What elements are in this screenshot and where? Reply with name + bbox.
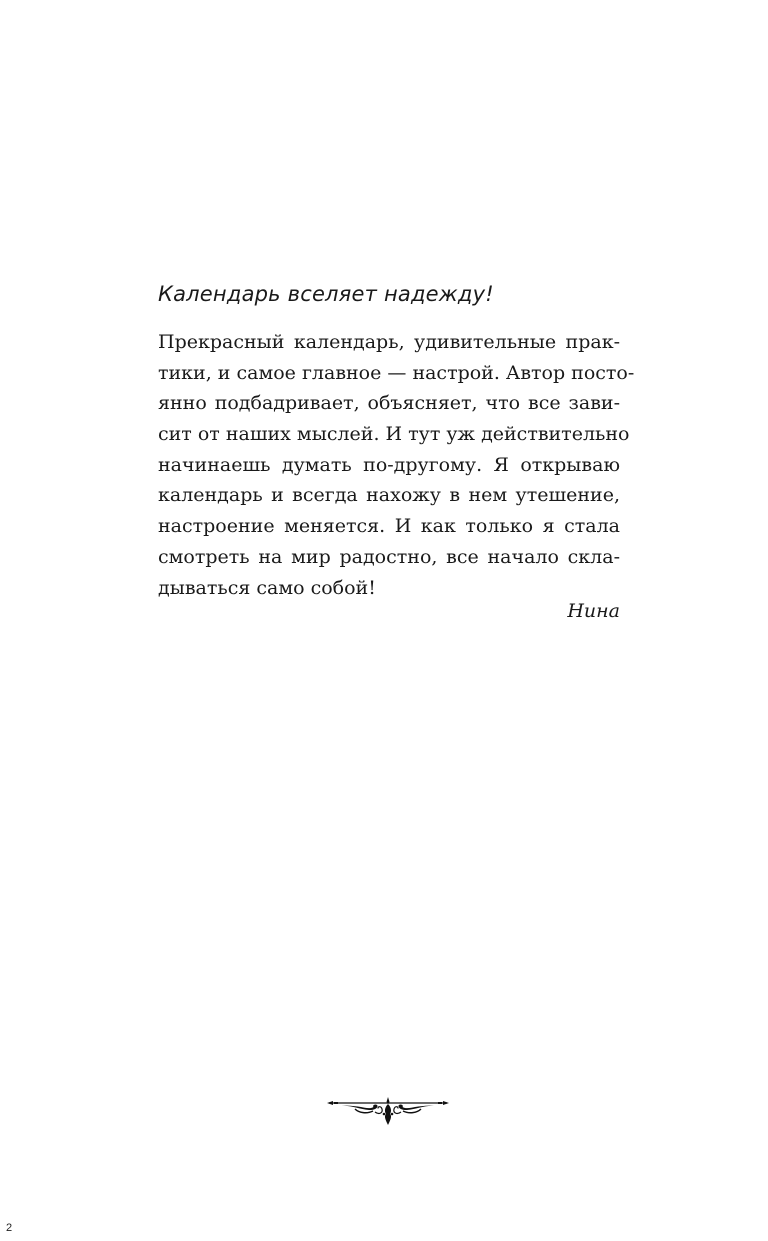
- review-line: смотреть на мир радостно, все начало скла-: [158, 545, 620, 568]
- page-number: 2: [6, 1222, 13, 1234]
- review-author: Нина: [567, 600, 620, 622]
- review-line: настроение меняется. И как только я стала: [158, 515, 620, 538]
- review-line: Прекрасный календарь, удивительные прак-: [158, 331, 620, 353]
- review-heading: Календарь вселяет надежду!: [158, 282, 494, 306]
- review-line: янно подбадривает, объясняет, что все зави-: [158, 392, 620, 415]
- review-body: [158, 327, 635, 603]
- review-line: начинаешь думать по-другому. Я открываю: [158, 453, 620, 476]
- flourish-divider-icon: [325, 1093, 451, 1127]
- review-line: календарь и всегда нахожу в нем утешение,: [158, 484, 620, 507]
- review-line: тики, и самое главное — настрой. Автор посто-: [158, 361, 635, 384]
- review-line: дываться само собой!: [158, 576, 376, 599]
- review-line: сит от наших мыслей. И тут уж действительно: [158, 423, 630, 446]
